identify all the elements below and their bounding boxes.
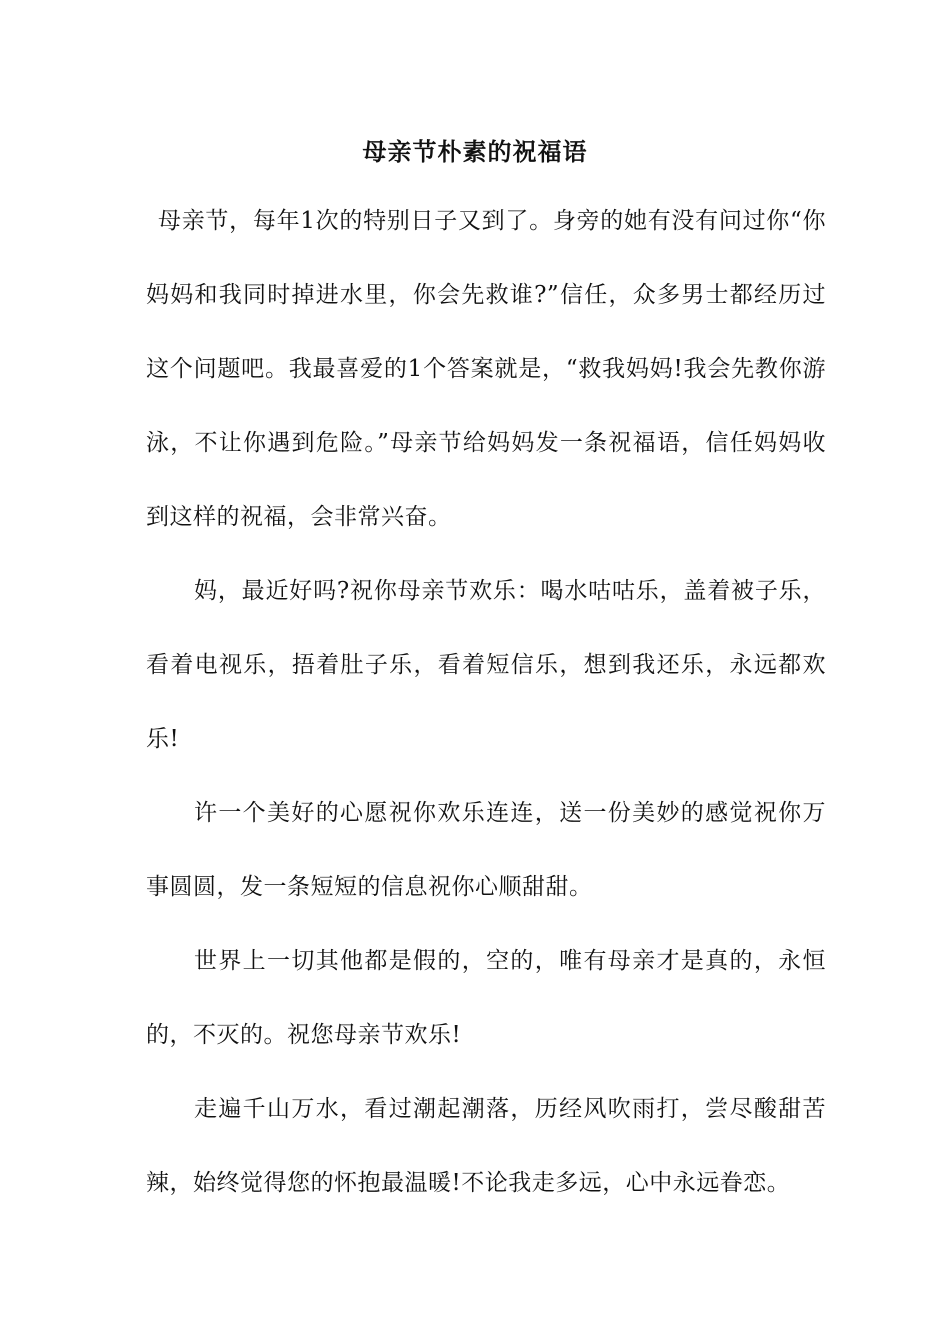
document-body [146, 184, 826, 1220]
paragraph-2: 妈，最近好吗?祝你母亲节欢乐：喝水咕咕乐，盖着被子乐，看着电视乐，捂着肚子乐，看着短信乐，想到我还乐，永远都欢乐! [146, 578, 826, 752]
paragraph-1: 母亲节，每年1次的特别日子又到了。身旁的她有没有问过你“你妈妈和我同时掉进水里，你会先救谁?”信任，众多男士都经历过这个问题吧。我最喜爱的1个答案就是，“救我妈妈!我会先教你游泳，不让你遇到危险。”母亲节给妈妈发一条祝福语，信任妈妈收到这样的祝福，会非常兴奋。 [146, 208, 826, 530]
document-title: 母亲节朴素的祝福语 [362, 137, 588, 166]
paragraph-4: 世界上一切其他都是假的，空的，唯有母亲才是真的，永恒的，不灭的。祝您母亲节欢乐! [146, 948, 826, 1048]
paragraph-5: 走遍千山万水，看过潮起潮落，历经风吹雨打，尝尽酸甜苦辣，始终觉得您的怀抱最温暖!不论我走多远，心中永远眷恋。 [146, 1096, 826, 1196]
paragraph-3: 许一个美好的心愿祝你欢乐连连，送一份美妙的感觉祝你万事圆圆，发一条短短的信息祝你心顺甜甜。 [146, 800, 826, 900]
